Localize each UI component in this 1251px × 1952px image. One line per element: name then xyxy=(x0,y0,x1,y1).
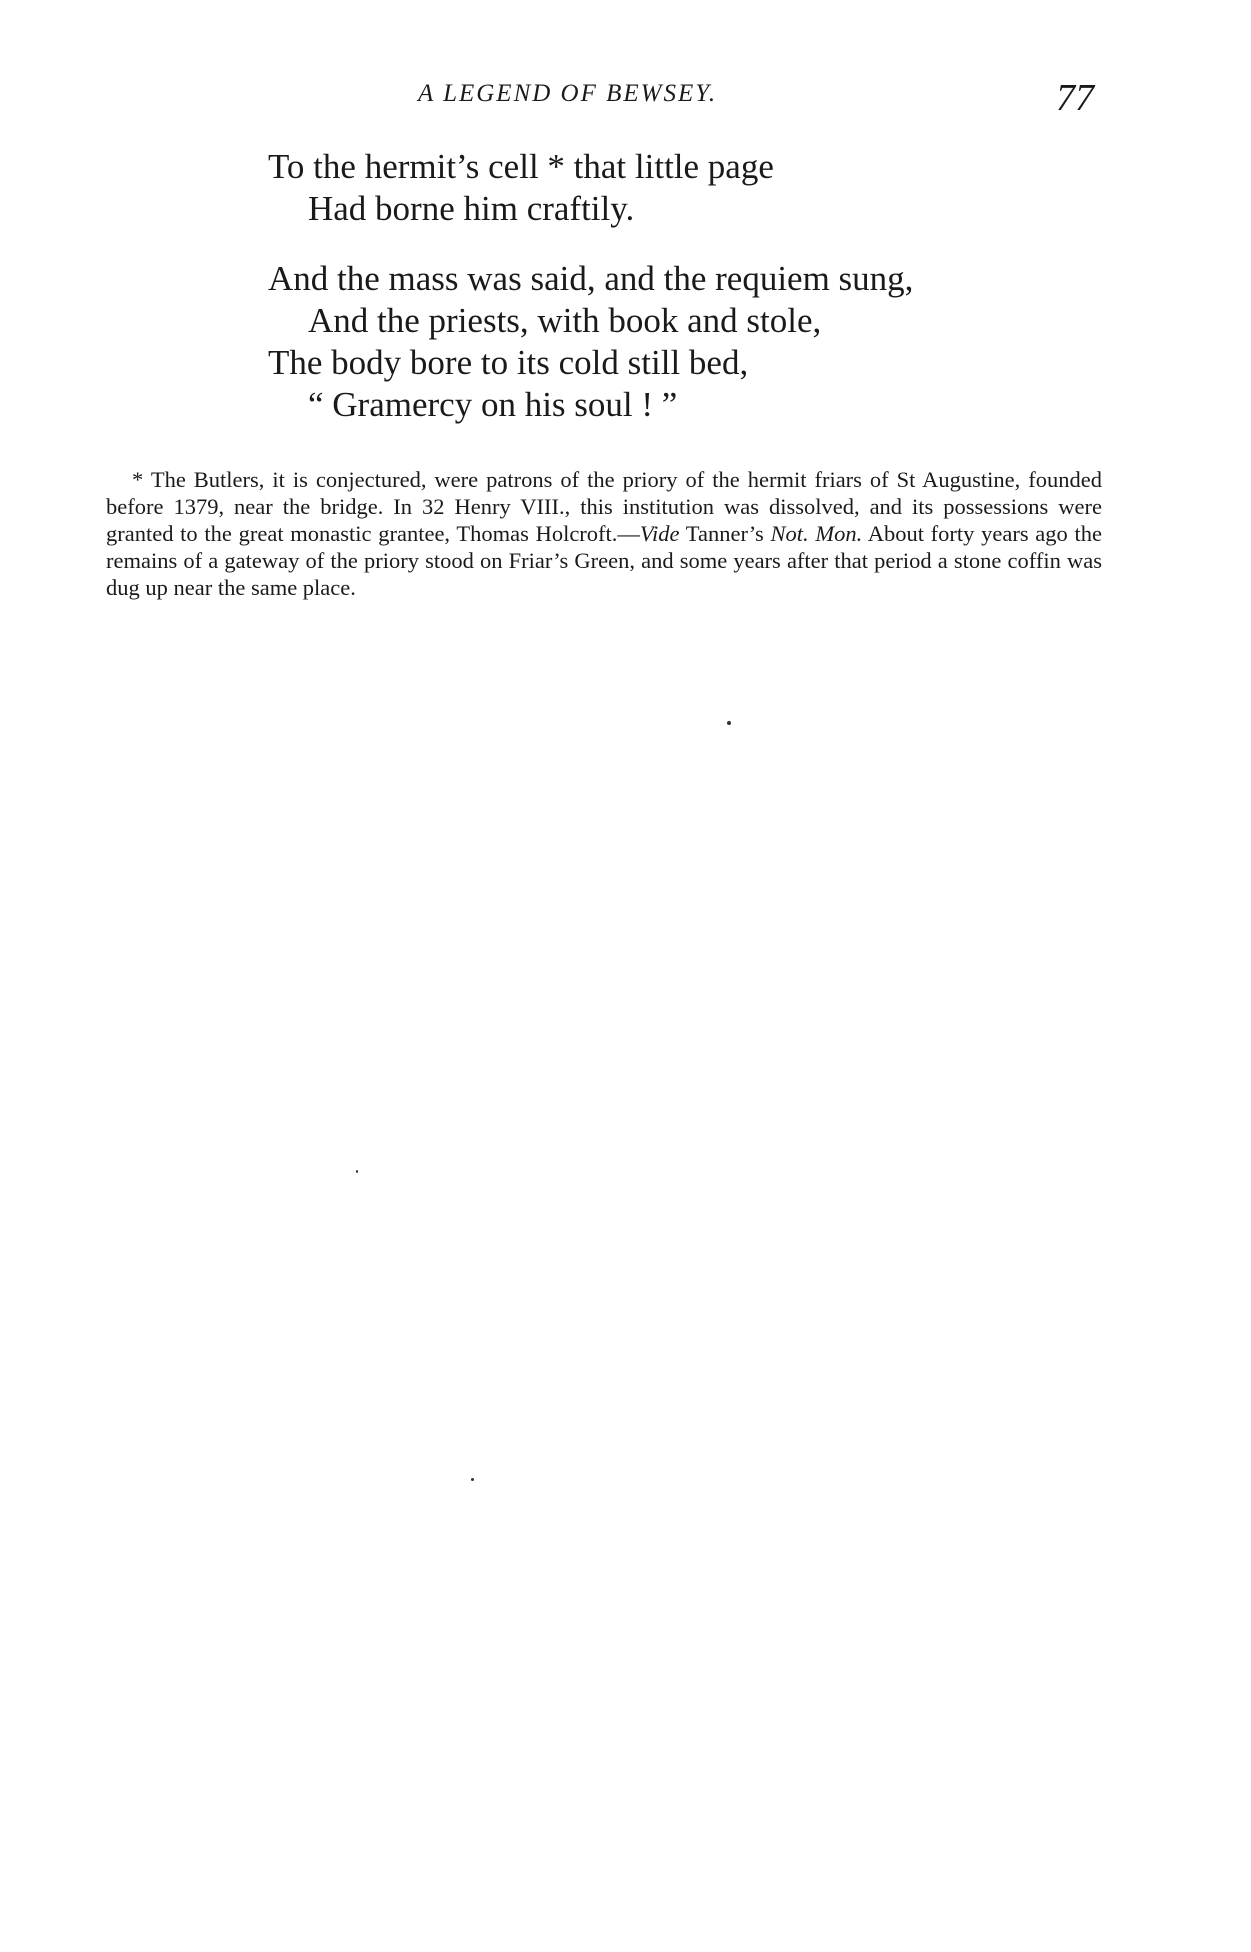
verse-line: The body bore to its cold still bed, xyxy=(268,343,749,382)
verse-line: And the priests, with book and stole, xyxy=(308,301,822,340)
verse-line: To the hermit’s cell * that little page xyxy=(268,147,774,186)
poem xyxy=(268,146,1148,454)
footnote-text: Tanner’s xyxy=(679,521,771,546)
verse-line: “ Gramercy on his soul ! ” xyxy=(308,385,678,424)
footnote-not-mon: Not. Mon. xyxy=(770,521,863,546)
footnote-vide: Vide xyxy=(639,521,680,546)
paper-speck xyxy=(727,721,731,725)
stanza-2 xyxy=(268,258,1148,426)
running-title: A LEGEND OF BEWSEY. xyxy=(418,80,718,107)
footnote-text: * The Butlers, it is conjectured, were patrons of the priory of the hermit friars of St Augustine, founded before 1379, near the bridge. In 32 Henry VIII., this institution was dissolved, and its possessions were granted to the great monastic grantee, Thomas Holcroft.— xyxy=(106,467,1102,546)
verse-line: And the mass was said, and the requiem sung, xyxy=(268,259,914,298)
paper-speck xyxy=(356,1170,358,1173)
footnote-text: About forty years ago the remains of a gateway of the priory stood on Friar’s Green, and some years after that period a stone coffin was dug up near the same place. xyxy=(106,521,1102,600)
stanza-1 xyxy=(268,146,1148,230)
running-head xyxy=(0,77,1251,120)
verse-line: Had borne him craftily. xyxy=(308,189,635,228)
page-number: 77 xyxy=(1056,77,1094,119)
paper-speck xyxy=(471,1478,474,1481)
footnote xyxy=(106,466,1102,601)
